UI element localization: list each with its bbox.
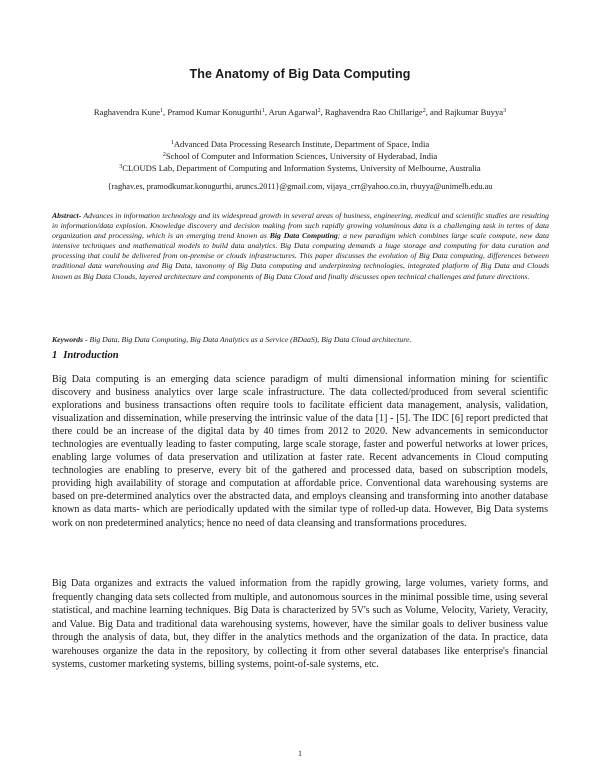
author: Pramod Kumar Konugurthi$^1$, [167,107,269,117]
author: Rajkumar Buyya$^3$ [444,107,507,117]
abstract: Abstract- Advances in information technology and its widespread growth in several areas of business, engineering, medical and scientific studies are resulting in information/data explosion. Knowledge discovery and decision making from such rapidly growing voluminous data is a challenging task in terms of data organization and processing, which is an emerging trend known as Big Data Computing; a new paradigm which combines large scale compute, new data intensive techniques and mathematical models to build data analytics. Big Data computing demands a huge storage and computing for data curation and processing that could be delivered from on-premise or clouds infrastructures. This paper discusses the evolution of Big Data computing, differences between traditional data warehousing and Big Data, taxonomy of Big Data computing and underpinning technologies, integrated platform of Big Data and Clouds known as Big Data Clouds, layered architecture and components of Big Data Cloud and finally discusses open technical challenges and future directions. [52,211,549,281]
keywords: Keywords - Big Data, Big Data Computing, Big Data Analytics as a Service (BDaaS), Big Data Cloud architecture. [52,335,412,344]
affiliation: $^3$CLOUDS Lab, Department of Computing and Information Systems, University of Melbourne, Australia [119,163,481,173]
section-number: 1 [52,350,58,361]
body-paragraph: Big Data organizes and extracts the valued information from the rapidly growing, large volumes, variety forms, and frequently changing data sets collected from multiple, and autonomous sources in the minimal possible time, using several statistical, and machine learning techniques. Big Data is characterized by 5V's such as Volume, Velocity, Variety, Veracity, and Value. Big Data and traditional data warehousing systems, however, have the similar goals to deliver business value through the analysis of data, but, they differ in the analytics methods and the organization of the data. In practice, data warehouses organize the data in the repository, by collecting it from other several databases like enterprise's financial systems, customer marketing systems, billing systems, point-of-sale systems, etc. [52,578,548,670]
author-list [0,107,600,117]
author: Raghavendra Kune$^1$, [93,107,168,117]
body-paragraph: Big Data computing is an emerging data science paradigm of multi dimensional information mining for scientific discovery and business analytics over large scale infrastructure. The data collected/produced from several scientific explorations and business transactions often require tools to facilitate efficient data management, analysis, validation, visualization and dissemination, while preserving the intrinsic value of the data [1] - [5]. The IDC [6] report predicted that there could be an increase of the digital data by 40 times from 2012 to 2020. New advancements in semiconductor technologies are eventually leading to faster computing, large scale storage, faster and powerful networks at lower prices, enabling large volumes of data preservation and utilization at faster rate. Recent advancements in Cloud computing technologies are enabling to preserve, every bit of the gathered and processed data, based on subscription models, providing high availability of storage and computation at affordable price. Conventional data warehousing systems are based on pre-determined analytics over the abstracted data, and employs cleansing and transforming into another database known as data marts- which are periodically updated with the similar type of rolled-up data. However, Big Data systems work on non predetermined analytics; hence no need of data cleansing and transformations procedures. [52,374,548,529]
section-title: Introduction [63,350,119,361]
paper-title: The Anatomy of Big Data Computing [189,67,411,81]
affiliation: $^2$School of Computer and Information Sciences, University of Hyderabad, India [162,151,438,161]
keywords-label: Keywords - [52,335,90,344]
section-heading [52,350,119,361]
affiliation: $^1$Advanced Data Processing Research Institute, Department of Space, India [170,139,430,149]
author: Raghavendra Rao Chillarige$^2$, and [324,107,445,117]
abstract-label: Abstract- [52,211,82,220]
author-emails: {raghav.es, pramodkumar.konugurthi, aruncs.2011}@gmail.com, vijaya_crr@yahoo.co.in, rbuyya@unimelb.edu.au [107,182,493,191]
abstract-bold-term: Big Data Computing [269,231,338,241]
author: Arun Agarwal$^2$, [268,107,325,117]
page-number: 1 [298,749,302,758]
